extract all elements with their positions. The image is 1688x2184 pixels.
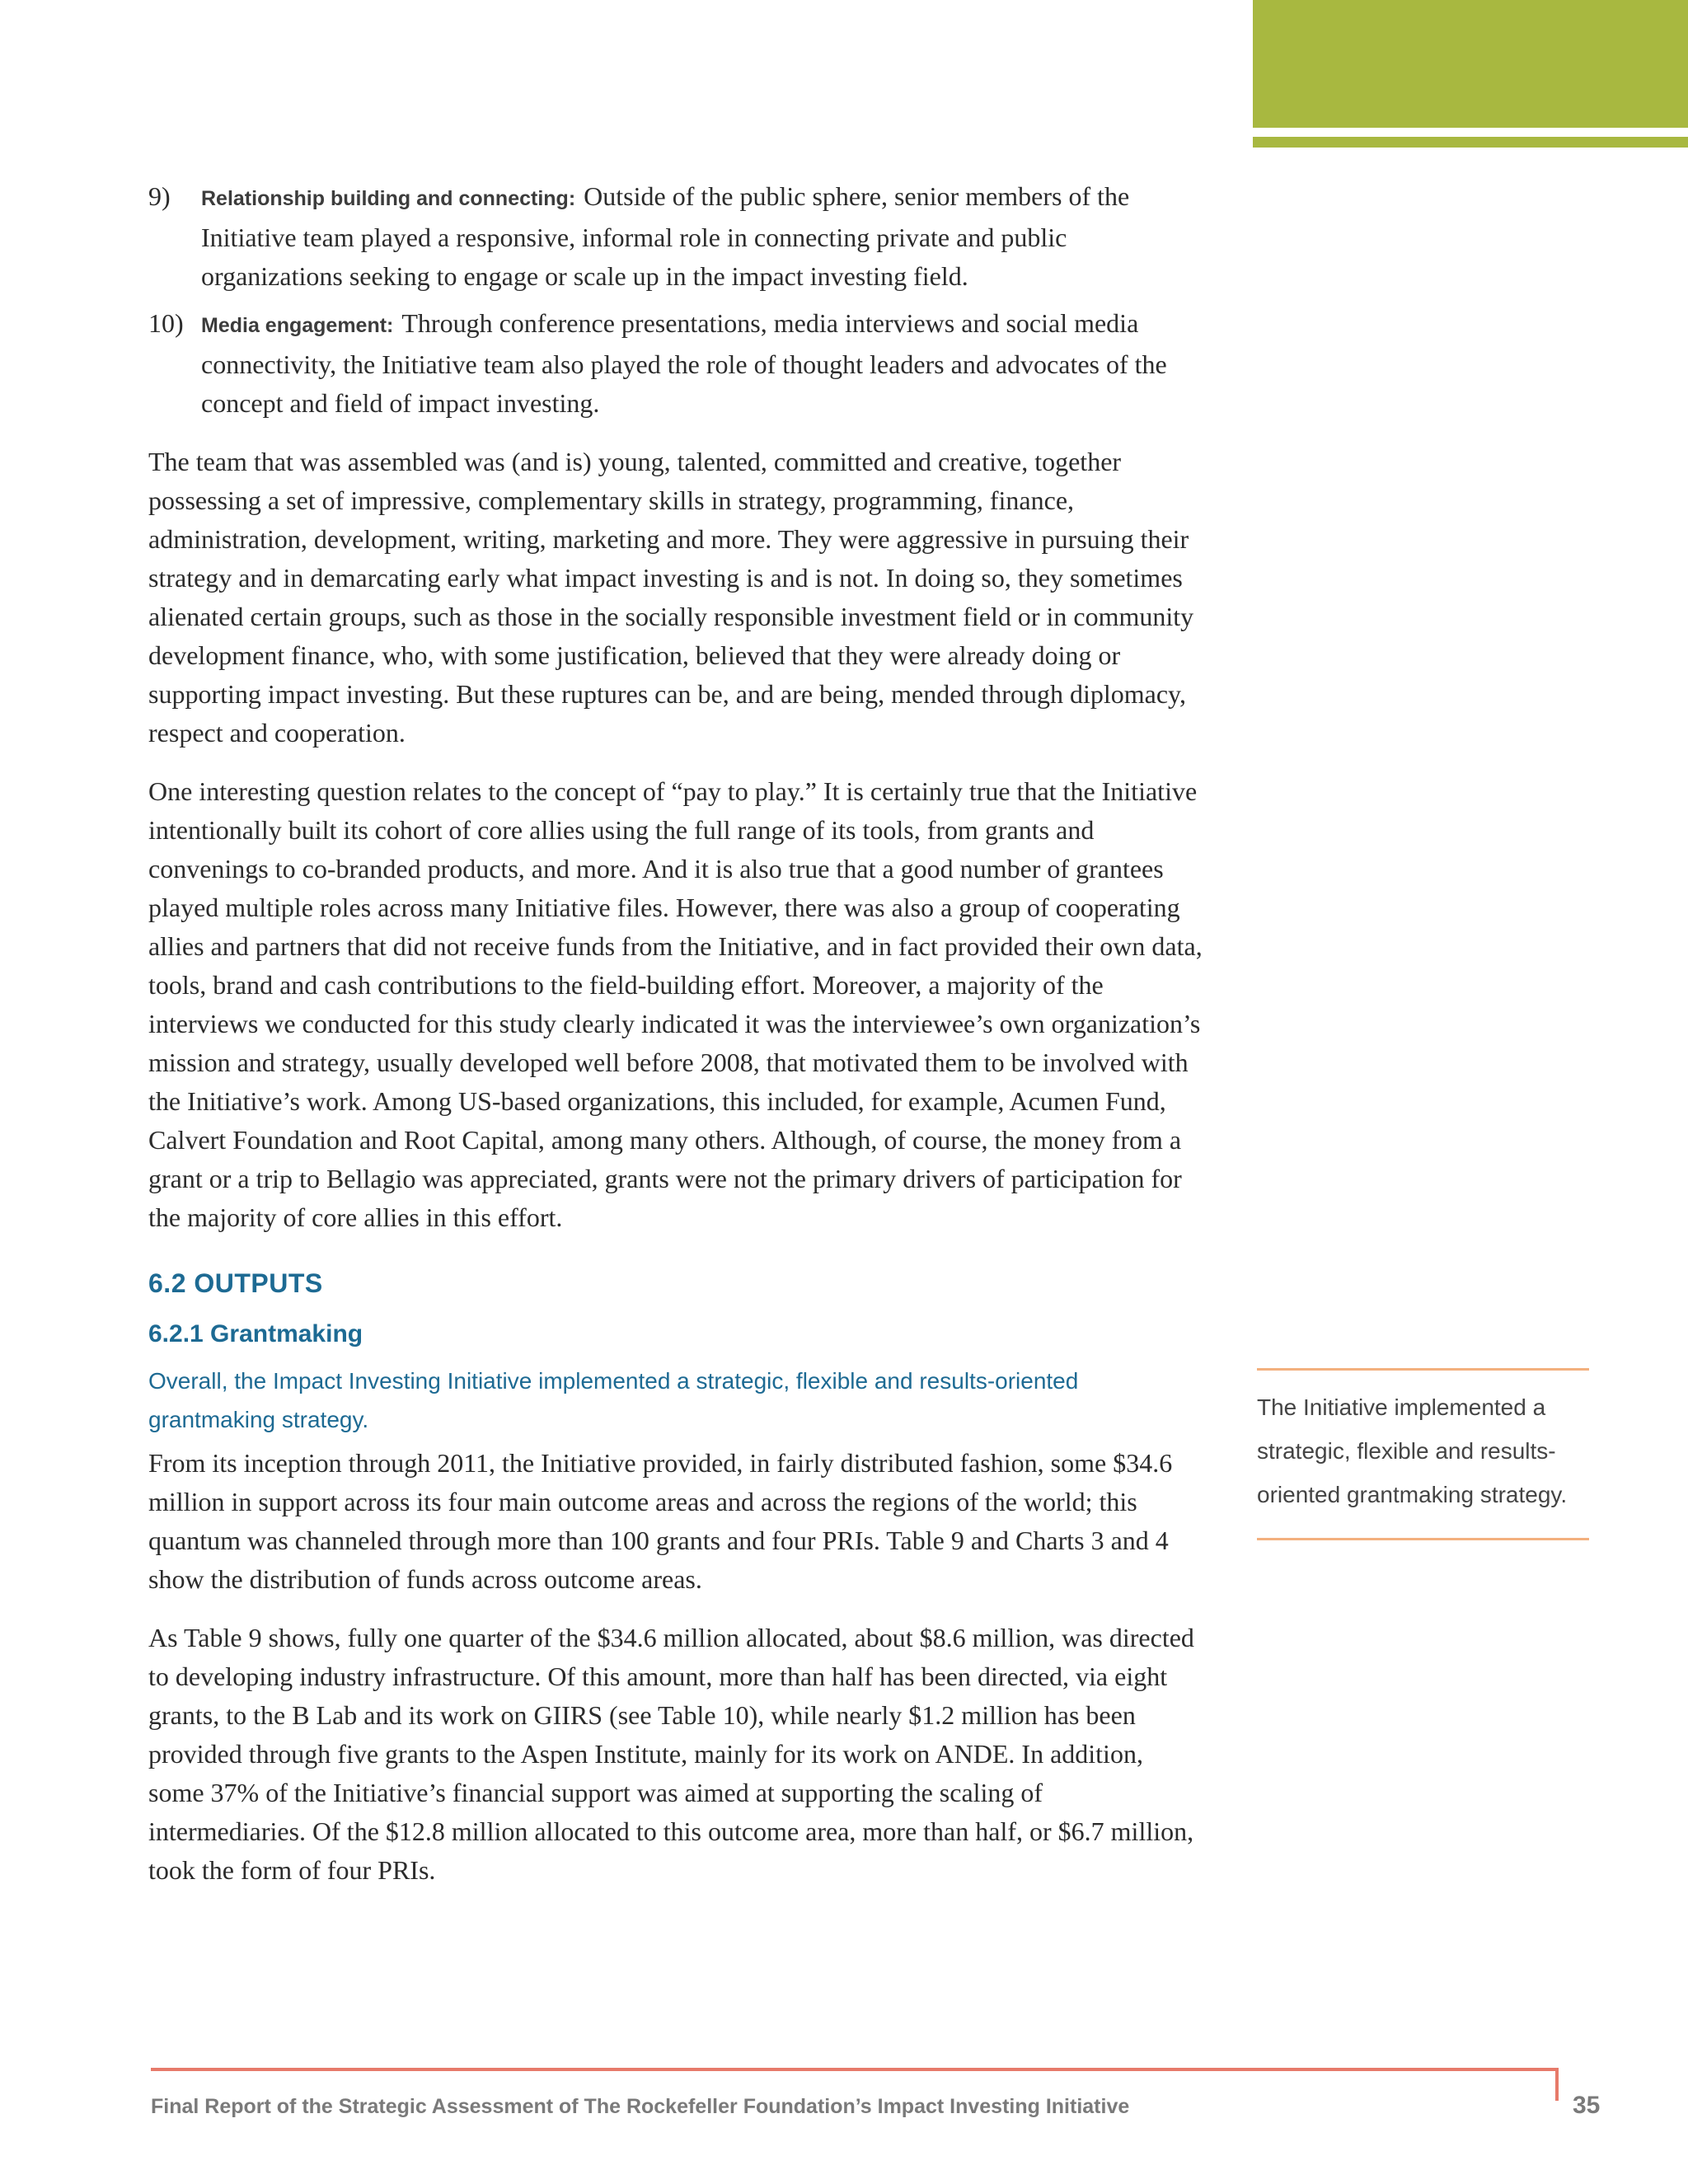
list-text: Outside of the public sphere, senior members of the Initiative team played a responsive, informal role in connecting private and public organizations seeking to engage or scale up in the impact investing field. <box>201 181 1130 291</box>
footer-title: Final Report of the Strategic Assessment of The Rockefeller Foundation’s Impact Investing Initiative <box>151 2095 1130 2118</box>
corner-accent-block <box>1253 0 1688 128</box>
body-paragraph: As Table 9 shows, fully one quarter of the $34.6 million allocated, about $8.6 million, was directed to developing industry infrastructure. Of this amount, more than half has been directed, via eight grants, to the B Lab and its work on GIIRS (see Table 10), while nearly $1.2 million has been provided through five grants to the Aspen Institute, mainly for its work on ANDE. In addition, some 37% of the Initiative’s financial support was aimed at supporting the scaling of intermediaries. Of the $12.8 million allocated to this outcome area, more than half, or $6.7 million, took the form of four PRIs. <box>148 1623 1194 1885</box>
body-paragraph: The team that was assembled was (and is) young, talented, committed and creative, together possessing a set of impressive, complementary skills in strategy, programming, finance, administration, development, writing, marketing and more. They were aggressive in pursuing their strategy and in demarcating early what impact investing is and is not. In doing so, they sometimes alienated certain groups, such as those in the socially responsible investment field or in community development finance, who, with some justification, believed that they were already doing or supporting impact investing. But these ruptures can be, and are being, mended through diplomacy, respect and cooperation. <box>148 447 1194 748</box>
body-paragraph: One interesting question relates to the concept of “pay to play.” It is certainly true that the Initiative intentionally built its cohort of core allies using the full range of its tools, from grants and convenings to co-branded products, and more. And it is also true that a good number of grantees played multiple roles across many Initiative files. However, there was also a group of cooperating allies and partners that did not receive funds from the Initiative, and in fact provided their own data, tools, brand and cash contributions to the field-building effort. Moreover, a majority of the interviews we conducted for this study clearly indicated it was the interviewee’s own organization’s mission and strategy, usually developed well before 2008, that motivated them to be involved with the Initiative’s work. Among US-based organizations, this included, for example, Acumen Fund, Calvert Foundation and Root Capital, among many others. Although, of course, the money from a grant or a trip to Bellagio was appreciated, grants were not the primary drivers of participation for the majority of core allies in this effort. <box>148 776 1203 1232</box>
list-label: Media engagement: <box>201 314 394 337</box>
list-item <box>148 177 1203 296</box>
list-number: 10) <box>148 308 184 338</box>
subsection-heading: 6.2.1 Grantmaking <box>148 1320 363 1347</box>
list-item <box>148 304 1203 423</box>
list-text: Through conference presentations, media interviews and social media connectivity, the Initiative team also played the role of thought leaders and advocates of the concept and field of impact investing. <box>201 308 1167 418</box>
footer-rule <box>151 2068 1559 2071</box>
body-paragraph: From its inception through 2011, the Initiative provided, in fairly distributed fashion, some $34.6 million in support across its four main outcome areas and across the regions of the world; this quantum was channeled through more than 100 grants and four PRIs. Table 9 and Charts 3 and 4 show the distribution of funds across outcome areas. <box>148 1448 1173 1594</box>
pull-quote: The Initiative implemented a strategic, flexible and results-oriented grantmaking strategy. <box>1257 1368 1589 1540</box>
corner-accent-line <box>1253 137 1688 148</box>
section-heading: 6.2 OUTPUTS <box>148 1268 323 1298</box>
list-number: 9) <box>148 181 171 211</box>
main-content <box>148 177 1203 1890</box>
footer-rule-tick <box>1555 2068 1559 2101</box>
page-number: 35 <box>1573 2092 1601 2119</box>
lead-sentence: Overall, the Impact Investing Initiative implemented a strategic, flexible and results-oriented grantmaking strategy. <box>148 1368 1079 1432</box>
list-label: Relationship building and connecting: <box>201 187 576 210</box>
